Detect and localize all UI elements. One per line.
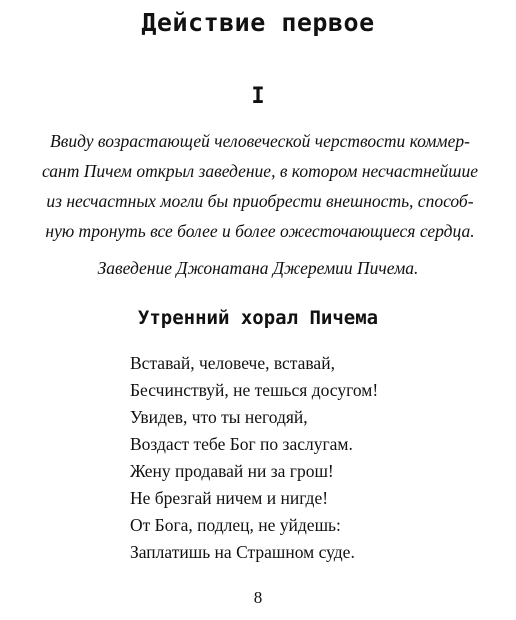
intro-line: сант Пичем открыл заведение, в котором несчастнейшие xyxy=(41,161,479,181)
verse-line: Заплатишь на Страшном суде. xyxy=(130,542,355,562)
verse-line: Вставай, человече, вставай, xyxy=(130,353,335,373)
intro-line: из несчастных могли бы приобрести внешность, способ- xyxy=(46,191,474,211)
verse-line: Бесчинствуй, не тешься досугом! xyxy=(130,380,379,400)
page-number: 8 xyxy=(253,588,263,607)
verse-line: Воздаст тебе Бог по заслугам. xyxy=(130,434,353,454)
verse-line: Жену продавай ни за грош! xyxy=(130,461,334,481)
intro-line: ную тронуть все более и более ожесточающиеся сердца. xyxy=(45,221,475,241)
verse xyxy=(130,350,490,566)
setting-direction: Заведение Джонатана Джеремии Пичема. xyxy=(97,258,419,278)
verse-line: От Бога, подлец, не уйдешь: xyxy=(130,515,341,535)
intro-line: Ввиду возрастающей человеческой черствости коммер- xyxy=(50,131,470,151)
song-title: Утренний хорал Пичема xyxy=(137,307,379,329)
stage-direction-intro xyxy=(28,126,492,246)
verse-line: Увидев, что ты негодяй, xyxy=(130,407,308,427)
scene-number: I xyxy=(251,84,265,109)
act-title: Действие первое xyxy=(141,8,375,37)
verse-line: Не брезгай ничем и нигде! xyxy=(130,488,329,508)
